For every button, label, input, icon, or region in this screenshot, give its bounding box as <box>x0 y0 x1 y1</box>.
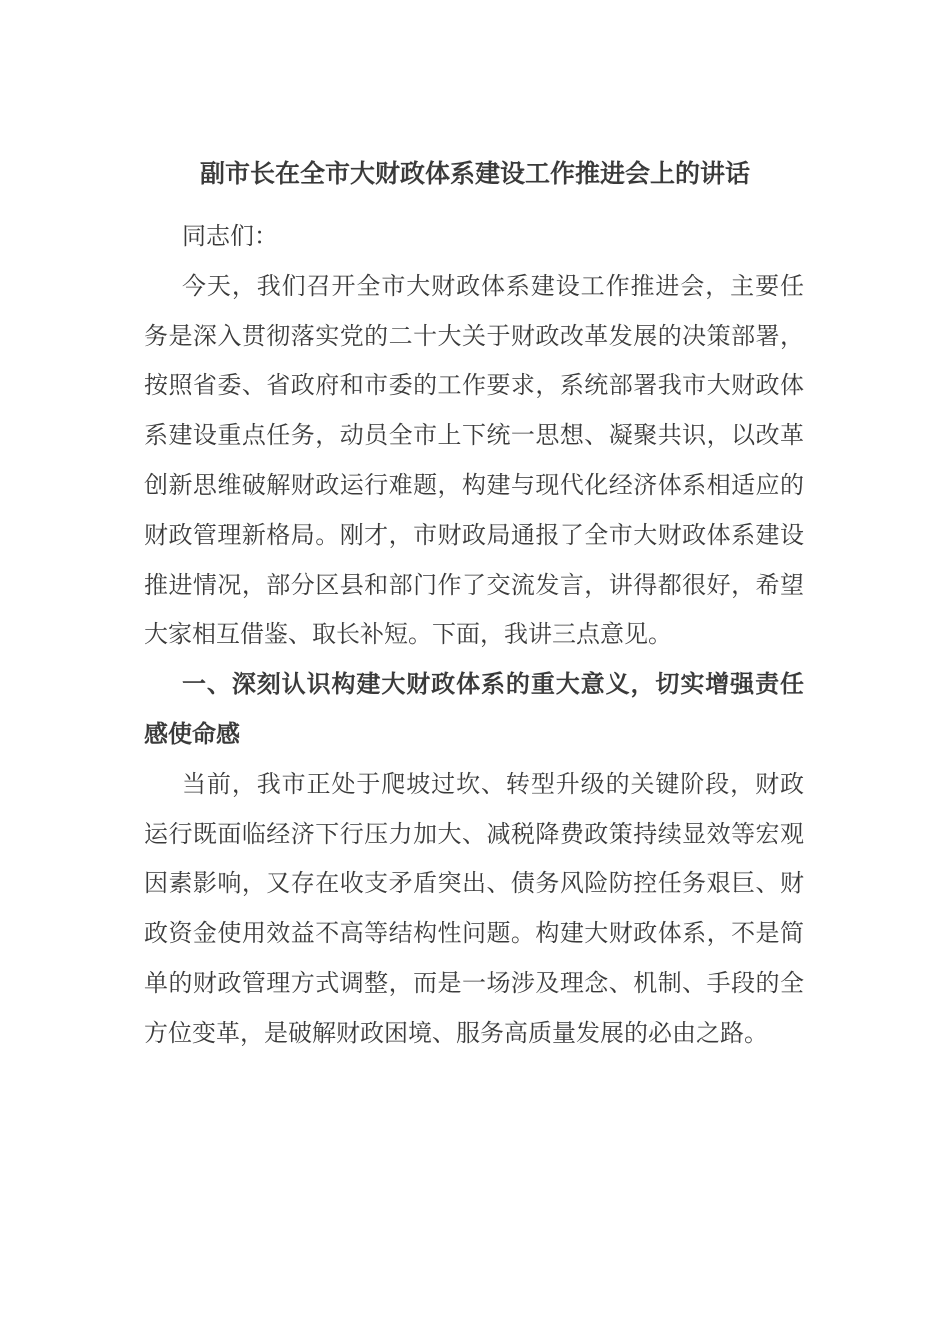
paragraph-intro: 今天，我们召开全市大财政体系建设工作推进会，主要任务是深入贯彻落实党的二十大关于财政改革发展的决策部署，按照省委、省政府和市委的工作要求，系统部署我市大财政体系建设重点任务，动员全市上下统一思想、凝聚共识，以改革创新思维破解财政运行难题，构建与现代化经济体系相适应的财政管理新格局。刚才，市财政局通报了全市大财政体系建设推进情况，部分区县和部门作了交流发言，讲得都很好，希望大家相互借鉴、取长补短。下面，我讲三点意见。 <box>144 271 804 649</box>
section-heading-1: 一、深刻认识构建大财政体系的重大意义，切实增强责任感使命感 <box>144 670 804 748</box>
paragraph-section-1: 当前，我市正处于爬坡过坎、转型升级的关键阶段，财政运行既面临经济下行压力加大、减税降费政策持续显效等宏观因素影响，又存在收支矛盾突出、债务风险防控任务艰巨、财政资金使用效益不高等结构性问题。构建大财政体系，不是简单的财政管理方式调整，而是一场涉及理念、机制、手段的全方位变革，是破解财政困境、服务高质量发展的必由之路。 <box>144 769 804 1047</box>
document-title: 副市长在全市大财政体系建设工作推进会上的讲话 <box>199 159 750 188</box>
salutation: 同志们： <box>182 222 278 250</box>
document-body <box>144 212 804 1059</box>
